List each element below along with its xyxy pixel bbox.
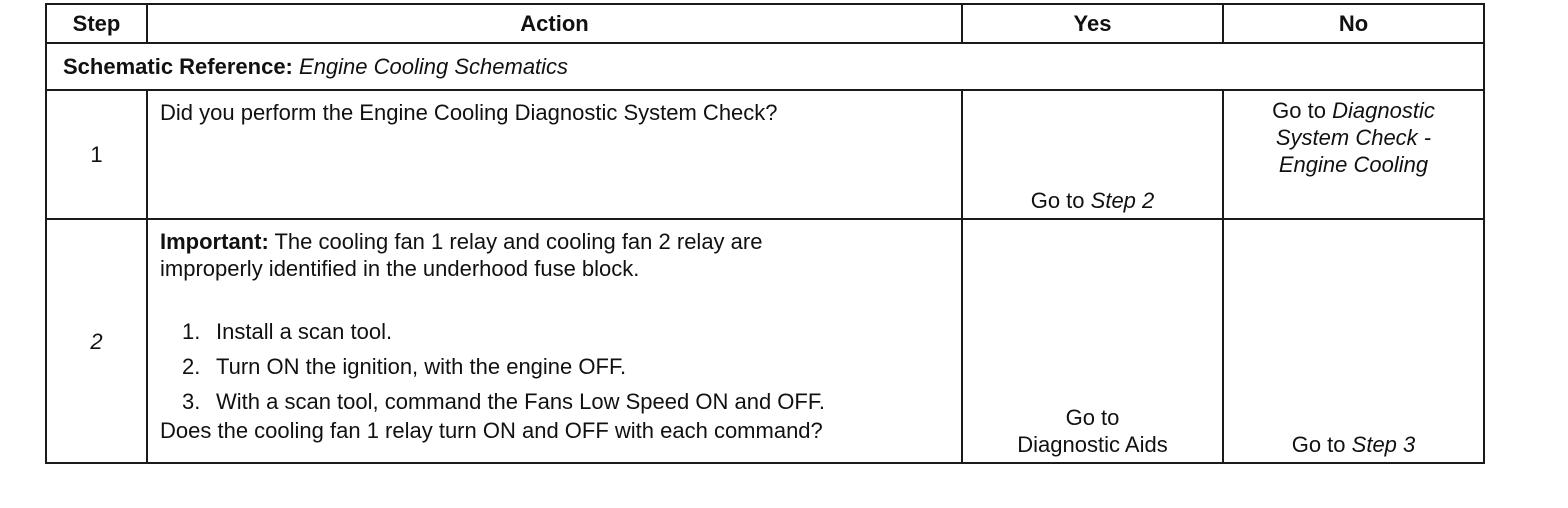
yes-prefix: Go to [1030,188,1085,213]
schematic-reference-row [46,43,1484,90]
step-number: 1 [46,90,147,219]
important-note [160,228,949,255]
yes-link-diagnostic-aids[interactable]: Diagnostic Aids [1017,432,1168,457]
step-number: 2 [46,219,147,463]
important-line-1: The cooling fan 1 relay and cooling fan 2 relay are [274,229,763,254]
no-link-line-3[interactable]: Engine Cooling [1278,152,1429,177]
no-link-step-3[interactable]: Step 3 [1351,432,1416,457]
header-step: Step [46,4,147,43]
no-cell [1223,90,1484,219]
action-cell [147,90,962,219]
header-yes: Yes [962,4,1223,43]
header-row [46,4,1484,43]
schematic-reference-label: Schematic Reference: [63,54,293,79]
table-row [46,219,1484,463]
schematic-reference-link[interactable]: Engine Cooling Schematics [299,54,569,79]
question-text: Does the cooling fan 1 relay turn ON and OFF with each command? [160,418,823,443]
list-item: 1. Install a scan tool. [182,319,393,344]
schematic-reference [46,43,1484,90]
important-line-2: improperly identified in the underhood fuse block. [160,256,640,281]
table-row [46,90,1484,219]
important-label: Important: [160,229,269,254]
list-item: 2. Turn ON the ignition, with the engine OFF. [182,354,627,379]
no-link-line-1[interactable]: Diagnostic [1332,98,1435,123]
action-text: Did you perform the Engine Cooling Diagnostic System Check? [160,100,778,125]
diagnostic-table [45,3,1485,464]
action-cell [147,219,962,463]
no-cell [1223,219,1484,463]
yes-cell [962,219,1223,463]
list-item: 3. With a scan tool, command the Fans Low Speed ON and OFF. [182,389,825,414]
yes-link-step-2[interactable]: Step 2 [1090,188,1155,213]
no-prefix: Go to [1291,432,1346,457]
header-no: No [1223,4,1484,43]
yes-cell [962,90,1223,219]
no-link-line-2[interactable]: System Check - [1275,125,1432,150]
header-action: Action [147,4,962,43]
yes-prefix: Go to [1065,405,1120,430]
no-prefix: Go to [1272,98,1326,123]
substep-list [160,314,949,419]
